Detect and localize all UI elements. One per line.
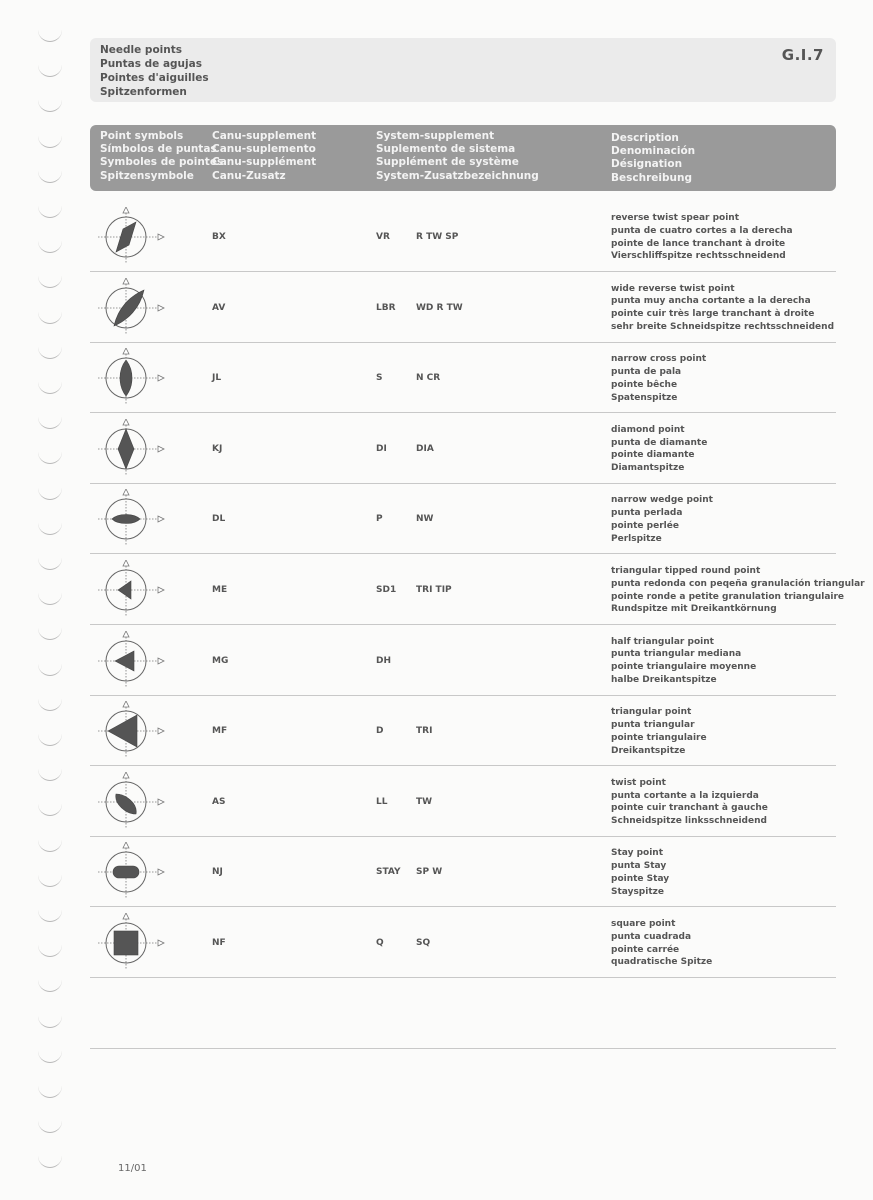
header-label: Canu-suplemento [212,143,316,156]
header-system [376,130,539,183]
table-row [90,626,836,696]
header-label: Canu-supplement [212,130,317,142]
description-line: punta perlada [611,508,683,519]
wide-twist-point-icon [96,278,166,338]
header-canu [212,130,316,183]
description-line: wide reverse twist point [611,283,735,294]
header-label: Canu-Zusatz [212,169,286,182]
system-code: LL [376,796,388,807]
binding-hole [38,345,62,359]
description-line: Perlspitze [611,533,662,544]
description [611,565,865,616]
binding-hole [38,380,62,394]
binding-hole [38,486,62,500]
system-designation: R TW SP [416,232,459,242]
description-line: pointe ronde a petite granulation triangulaire [611,591,845,602]
binding-hole [38,697,62,711]
system-designation: SP W [416,867,443,878]
description-line: punta triangular [611,719,695,730]
table-header [90,125,836,191]
title-box [90,38,836,102]
description-line: pointe perlée [611,520,679,531]
binding-hole [38,169,62,183]
system-code: SD1 [376,585,397,595]
canu-code: AS [212,796,226,807]
binding-hole [38,415,62,429]
system-code: DI [376,443,387,454]
description [611,212,793,263]
description-line: diamond point [611,424,685,435]
header-label: Símbolos de puntas [100,143,217,156]
system-code: Q [376,938,384,948]
binding-hole [38,28,62,42]
description-line: Dreikantspitze [611,745,686,756]
description-line: pointe diamante [611,450,695,461]
twist-point-icon [96,772,166,832]
binding-hole [38,873,62,887]
description-line: square point [611,919,676,929]
canu-code: BX [212,232,226,242]
header-label: System-supplement [376,130,495,142]
description [611,777,768,828]
canu-code: KJ [212,443,223,454]
table-row [90,273,836,343]
header-label: Canu-supplément [212,156,317,169]
system-designation: N CR [416,373,441,384]
description-line: Diamantspitze [611,463,685,474]
binding-hole [38,134,62,148]
title-line-en: Needle points [100,44,182,56]
canu-code: NF [212,938,226,948]
description [611,918,712,969]
binding-hole [38,1014,62,1028]
stay-point-icon [96,842,166,902]
bottom-divider [90,1048,836,1049]
binding-hole [38,521,62,535]
table-row [90,343,836,413]
system-code: P [376,514,383,525]
system-designation: TW [416,796,433,807]
description-line: triangular point [611,707,692,718]
triangular-point-icon [96,701,166,761]
table-row [90,908,836,978]
description-line: Rundspitze mit Dreikantkörnung [611,604,777,615]
description-line: twist point [611,777,666,788]
binding-hole [38,204,62,218]
description-line: pointe cuir très large tranchant à droite [611,309,815,320]
table-row [90,414,836,484]
binding-hole [38,239,62,253]
binding-hole [38,1154,62,1168]
binding-hole [38,310,62,324]
binding-hole [38,591,62,605]
binding-hole [38,838,62,852]
narrow-wedge-point-icon [96,489,166,549]
header-label: Symboles de pointes [100,156,224,169]
binding-hole [38,450,62,464]
system-designation: TRI [416,726,433,737]
description-line: Vierschliffspitze rechtsschneidend [611,251,786,262]
binding-hole [38,274,62,288]
system-designation: SQ [416,938,431,948]
description-line: quadratische Spitze [611,957,713,968]
diamond-point-icon [96,419,166,479]
description-line: punta cortante a la izquierda [611,790,759,801]
system-designation: TRI TIP [416,585,452,595]
description [611,706,707,757]
description-line: triangular tipped round point [611,566,761,576]
binding-hole [38,943,62,957]
system-designation: NW [416,514,434,525]
description-line: pointe triangulaire [611,732,707,743]
canu-code: NJ [212,867,223,878]
header-label: Description [611,132,679,144]
header-description [611,132,695,185]
system-code: DH [376,655,392,666]
twist-spear-point-icon [96,207,166,267]
half-triangular-point-icon [96,631,166,691]
description-line: Schneidspitze linksschneidend [611,816,767,827]
binding-hole [38,1119,62,1133]
system-designation: WD R TW [416,302,463,313]
description-line: sehr breite Schneidspitze rechtsschneidend [611,321,835,332]
canu-code: MG [212,655,229,666]
description-line: punta de pala [611,366,682,377]
description-line: narrow wedge point [611,495,713,506]
footer-date: 11/01 [118,1163,147,1174]
binding-hole [38,1049,62,1063]
header-label: Point symbols [100,130,184,142]
description [611,494,713,545]
binding-hole [38,1084,62,1098]
binding-holes [0,0,70,1200]
header-label: Désignation [611,158,683,171]
description [611,424,707,475]
canu-code: ME [212,585,228,595]
description-line: pointe cuir tranchant à gauche [611,803,768,814]
description-line: punta redonda con peqeña granulación triangular [611,578,865,589]
description-line: punta Stay [611,861,667,872]
header-label: Supplément de système [376,156,519,169]
table-row [90,696,836,766]
description-line: Stayspitze [611,886,664,897]
table-row [90,555,865,625]
triangular-tipped-round-point-icon [96,560,166,620]
description-line: narrow cross point [611,354,707,365]
description-line: half triangular point [611,636,714,647]
canu-code: MF [212,726,228,737]
description-line: pointe de lance tranchant à droite [611,238,786,249]
system-code: VR [376,232,390,242]
binding-hole [38,978,62,992]
binding-hole [38,662,62,676]
title-line-fr: Pointes d'aiguilles [100,72,209,84]
system-designation: DIA [416,443,434,454]
description-line: pointe Stay [611,873,670,884]
binding-hole [38,767,62,781]
binding-hole [38,626,62,640]
description-line: punta de diamante [611,437,708,448]
table-row [90,484,836,554]
description [611,283,834,334]
table-row [90,767,836,837]
description-line: reverse twist spear point [611,213,740,223]
binding-hole [38,908,62,922]
binding-hole [38,732,62,746]
description-line: Spatenspitze [611,392,678,403]
binding-hole [38,98,62,112]
table-row [90,202,836,272]
description-line: pointe triangulaire moyenne [611,662,757,673]
header-label: Beschreibung [611,171,692,184]
description [611,353,706,404]
header-label: Suplemento de sistema [376,143,516,156]
description-line: punta cuadrada [611,931,692,942]
header-label: Spitzensymbole [100,169,194,182]
system-code: D [376,726,384,737]
canu-code: AV [212,302,226,313]
header-label: Denominación [611,145,696,158]
description-line: punta muy ancha cortante a la derecha [611,296,811,307]
binding-hole [38,802,62,816]
table-row [90,837,836,907]
page-code: G.I.7 [781,46,824,64]
description [611,847,669,898]
title-line-de: Spitzenformen [100,86,187,98]
description-line: pointe bêche [611,379,678,390]
description-line: halbe Dreikantspitze [611,674,717,685]
title-line-es: Puntas de agujas [100,58,202,70]
description-line: punta de cuatro cortes a la derecha [611,225,793,236]
header-label: System-Zusatzbezeichnung [376,169,539,182]
description-line: punta triangular mediana [611,649,742,660]
description [611,636,756,687]
description-line: Stay point [611,848,664,859]
system-code: STAY [376,867,401,878]
binding-hole [38,63,62,77]
canu-code: JL [212,373,222,384]
narrow-cross-point-icon [96,348,166,408]
description-line: pointe carrée [611,944,680,955]
canu-code: DL [212,514,226,525]
binding-hole [38,556,62,570]
system-code: LBR [376,302,396,313]
header-point-symbols [100,130,223,183]
system-code: S [376,373,383,384]
square-point-icon [96,913,166,973]
